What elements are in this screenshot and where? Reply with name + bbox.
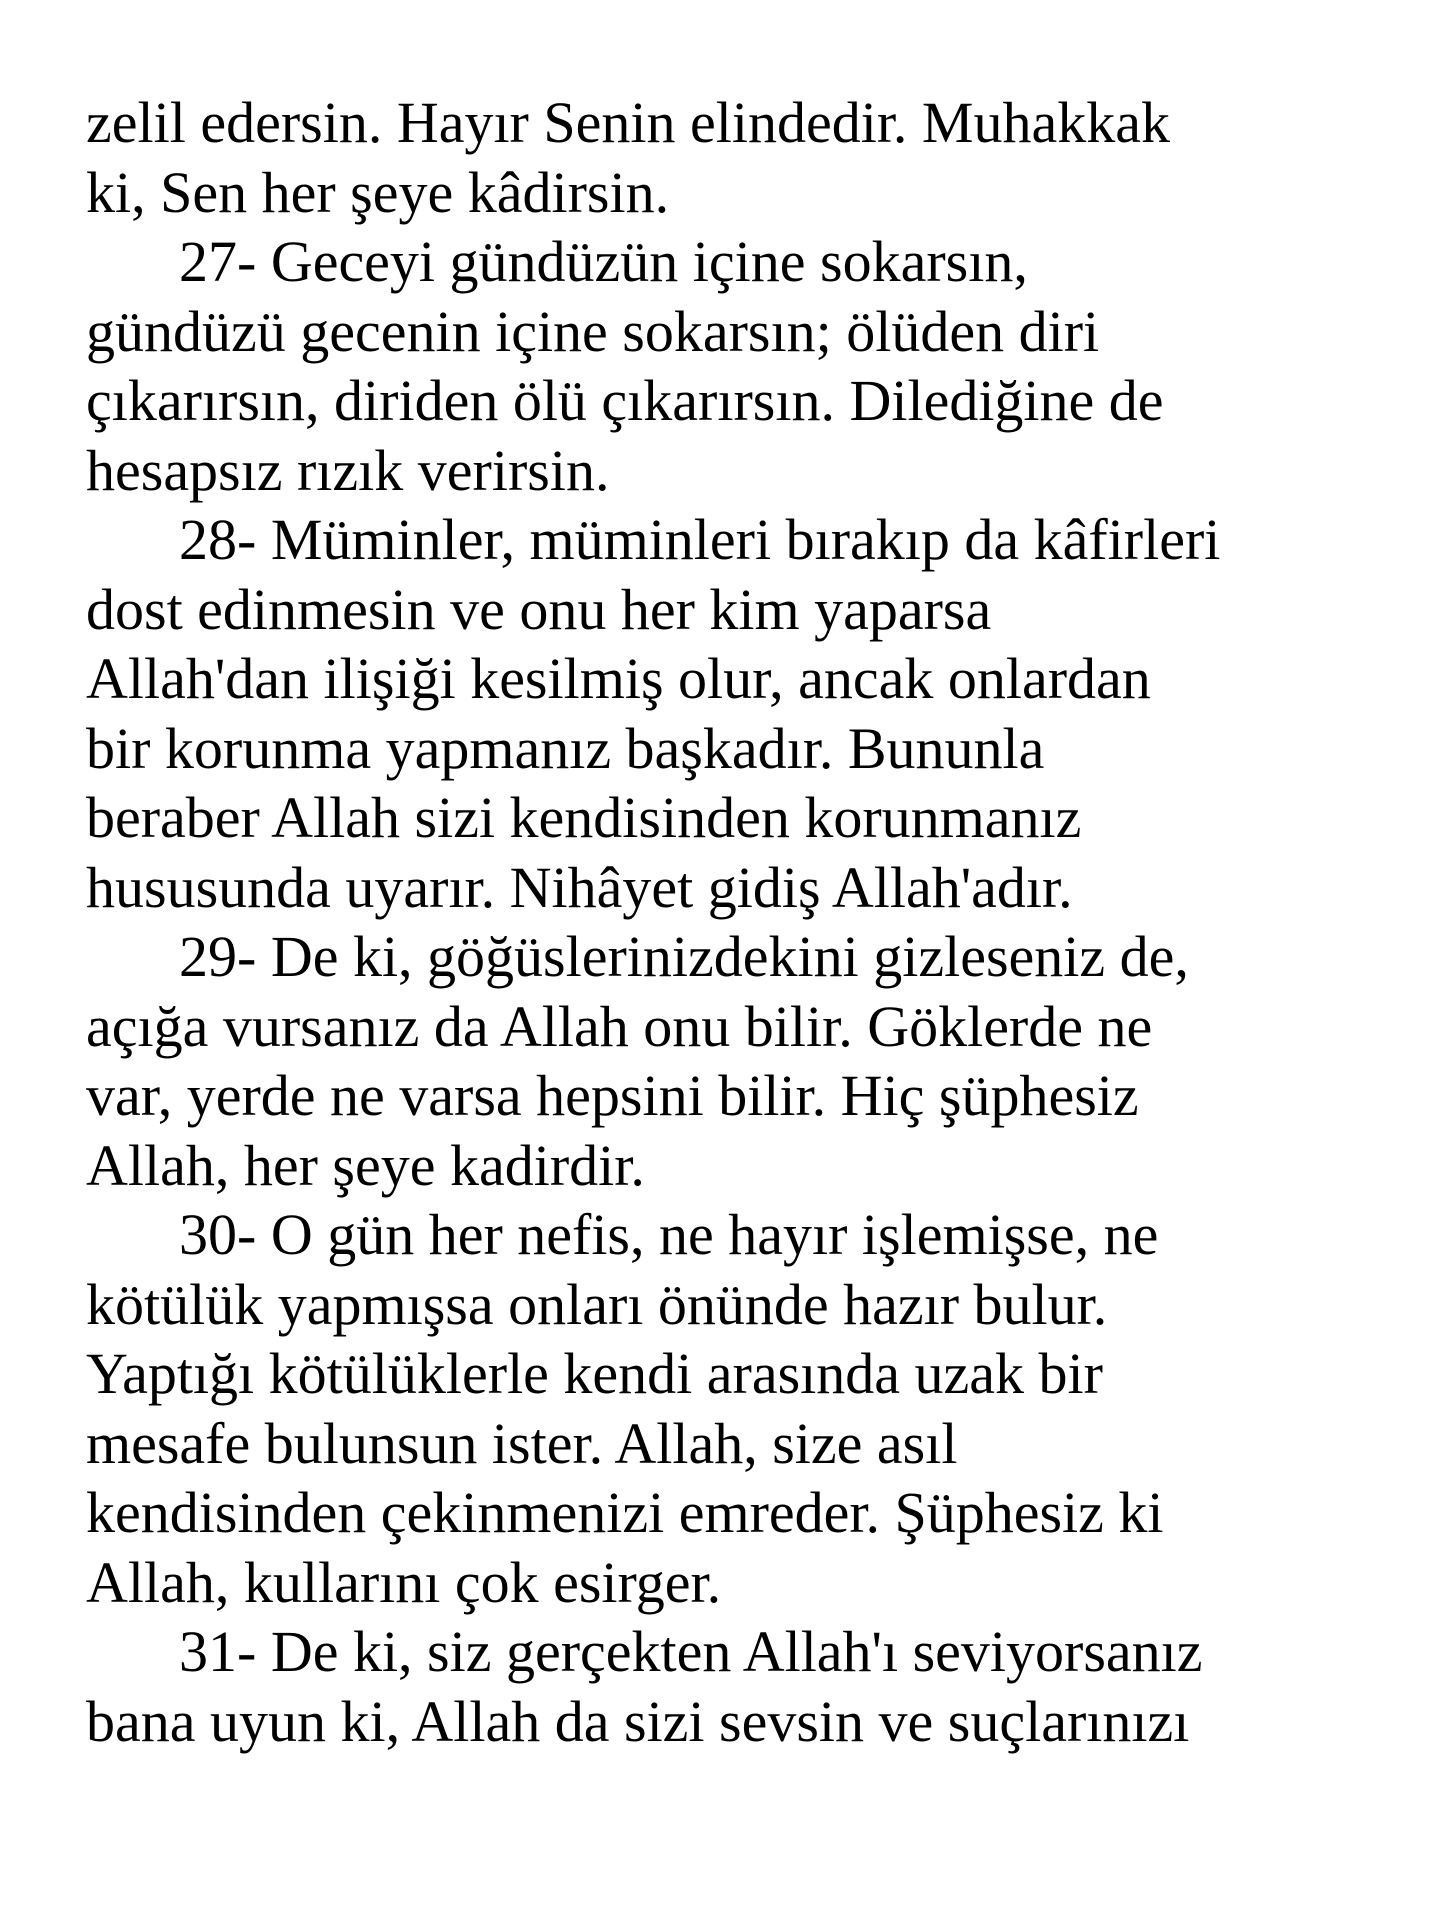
paragraph-continuation: zelil edersin. Hayır Senin elindedir. Muhakkak ki, Sen her şeye kâdirsin. — [86, 90, 1170, 225]
verse-29: 29- De ki, göğüslerinizdekini gizleseniz de, açığa vursanız da Allah onu bilir. Göklerde ne var, yerde ne varsa hepsini bilir. Hiç şüphesiz Allah, her şeye kadirdir. — [86, 924, 1189, 1198]
verse-28: 28- Müminler, müminleri bırakıp da kâfirleri dost edinmesin ve onu her kim yaparsa Allah'dan ilişiği kesilmiş olur, ancak onlardan bir korunma yapmanız başkadır. Bununla beraber Allah sizi kendisinden korunmanız hususunda uyarır. Nihâyet gidiş Allah'adır. — [86, 507, 1221, 920]
verse-30: 30- O gün her nefis, ne hayır işlemişse, ne kötülük yapmışsa onları önünde hazır bulur. Yaptığı kötülüklerle kendi arasında uzak bir mesafe bulunsun ister. Allah, size asıl kendisinden çekinmenizi emreder. Şüphesiz ki Allah, kullarını çok esirger. — [86, 1202, 1164, 1615]
verse-27: 27- Geceyi gündüzün içine sokarsın, gündüzü gecenin içine sokarsın; ölüden diri çıkarırsın, diriden ölü çıkarırsın. Dilediğine de hesapsız rızık verirsin. — [86, 229, 1164, 503]
verse-31: 31- De ki, siz gerçekten Allah'ı seviyorsanız bana uyun ki, Allah da sizi sevsin ve suçlarınızı — [86, 1619, 1203, 1754]
document-page — [86, 88, 1406, 1756]
